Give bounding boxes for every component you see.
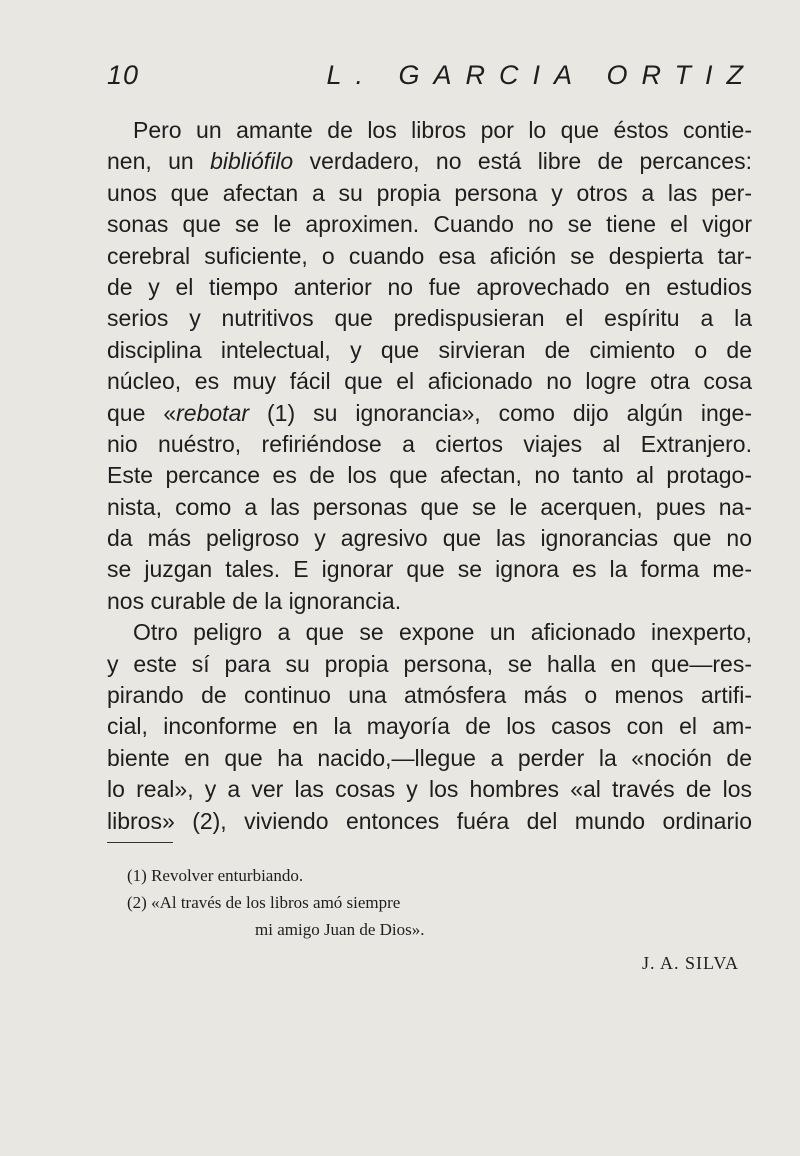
- text-line: libros» (2), viviendo entonces fuéra del mundo ordinario: [107, 807, 752, 834]
- text-line: unos que afectan a su propia persona y otros a las per-: [107, 179, 752, 206]
- footnote-attribution: J. A. SILVA: [642, 953, 740, 973]
- running-head: [107, 60, 757, 100]
- text-line: Pero un amante de los libros por lo que éstos contie-: [133, 117, 752, 143]
- text-line: lo real», y a ver las cosas y los hombres «al través de los: [107, 776, 752, 803]
- text-line: se juzgan tales. E ignorar que se ignora es la forma me-: [107, 556, 752, 583]
- text-line: nio nuéstro, refiriéndose a ciertos viajes al Extranjero.: [107, 430, 752, 457]
- running-head-title: L. GARCIA ORTIZ: [326, 60, 757, 90]
- text-line: Otro peligro a que se expone un aficionado inexperto,: [133, 619, 752, 646]
- text-line: de y el tiempo anterior no fue aprovechado en estudios: [107, 273, 752, 300]
- footnote-2: (2) «Al través de los libros amó siempre: [127, 893, 401, 912]
- paragraph-1: [107, 115, 752, 617]
- text-line: núcleo, es muy fácil que el aficionado no logre otra cosa: [107, 368, 752, 395]
- text-line: da más peligroso y agresivo que las ignorancias que no: [107, 525, 752, 552]
- text-line: y este sí para su propia persona, se halla en que—res-: [107, 650, 752, 677]
- text-line: pirando de continuo una atmósfera más o menos artifi-: [107, 682, 752, 709]
- text-line: sonas que se le aproximen. Cuando no se tiene el vigor: [107, 211, 752, 238]
- text-line: nos curable de la ignorancia.: [107, 587, 402, 614]
- text-line: nen, un bibliófilo verdadero, no está libre de percances:: [107, 148, 752, 175]
- text-line: cerebral suficiente, o cuando esa afición se despierta tar-: [107, 242, 752, 269]
- page-number: 10: [107, 60, 140, 90]
- footnotes: [127, 862, 647, 943]
- paragraph-2: [107, 617, 752, 837]
- italic-word: bibliófilo: [210, 148, 294, 175]
- text-line: disciplina intelectual, y que sirvieran de cimiento o de: [107, 336, 752, 363]
- italic-word: rebotar: [176, 399, 250, 426]
- text-line: nista, como a las personas que se le acerquen, pues na-: [107, 493, 752, 520]
- footnote-1: (1) Revolver enturbiando.: [127, 866, 304, 885]
- text-line: Este percance es de los que afectan, no tanto al protago-: [107, 462, 752, 489]
- body-text: [107, 115, 752, 837]
- text-line: que «rebotar (1) su ignorancia», como dijo algún inge-: [107, 399, 752, 426]
- footnote-divider: [107, 842, 173, 843]
- footnote-2-continuation: mi amigo Juan de Dios».: [255, 920, 425, 939]
- text-line: serios y nutritivos que predispusieran el espíritu a la: [107, 305, 752, 332]
- text-line: cial, inconforme en la mayoría de los casos con el am-: [107, 713, 752, 740]
- text-line: biente en que ha nacido,—llegue a perder la «noción de: [107, 744, 752, 771]
